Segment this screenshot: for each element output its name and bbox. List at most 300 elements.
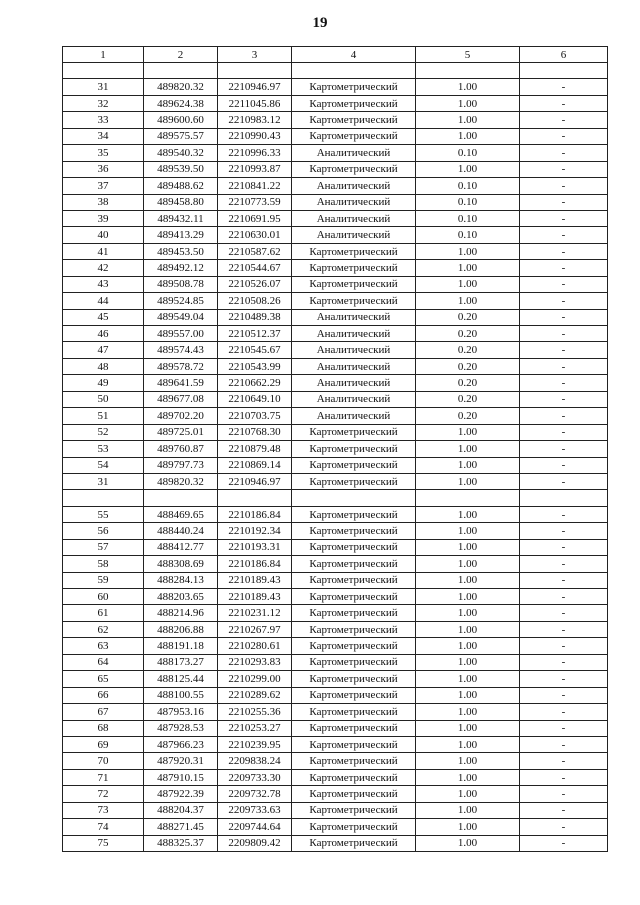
- note-cell: -: [520, 210, 608, 226]
- x-coordinate-cell: [144, 490, 218, 506]
- table-row: [63, 243, 608, 259]
- x-coordinate-cell: 488206.88: [144, 621, 218, 637]
- x-coordinate-cell: 489557.00: [144, 326, 218, 342]
- y-coordinate-cell: 2210526.07: [218, 276, 292, 292]
- accuracy-cell: 1.00: [416, 260, 520, 276]
- accuracy-cell: 1.00: [416, 786, 520, 802]
- accuracy-cell: 0.10: [416, 227, 520, 243]
- table-row: [63, 457, 608, 473]
- method-cell: Аналитический: [292, 342, 416, 358]
- x-coordinate-cell: 488204.37: [144, 802, 218, 818]
- accuracy-cell: 1.00: [416, 687, 520, 703]
- point-number-cell: 38: [63, 194, 144, 210]
- accuracy-cell: 0.20: [416, 326, 520, 342]
- table-body: [63, 63, 608, 852]
- method-cell: Картометрический: [292, 424, 416, 440]
- y-coordinate-cell: 2210691.95: [218, 210, 292, 226]
- y-coordinate-cell: 2209744.64: [218, 819, 292, 835]
- x-coordinate-cell: 489458.80: [144, 194, 218, 210]
- point-number-cell: 74: [63, 819, 144, 835]
- accuracy-cell: 1.00: [416, 835, 520, 851]
- accuracy-cell: 1.00: [416, 819, 520, 835]
- method-cell: Картометрический: [292, 276, 416, 292]
- method-cell: Аналитический: [292, 326, 416, 342]
- y-coordinate-cell: 2209732.78: [218, 786, 292, 802]
- note-cell: -: [520, 358, 608, 374]
- y-coordinate-cell: 2210946.97: [218, 473, 292, 489]
- note-cell: -: [520, 457, 608, 473]
- table-row: [63, 358, 608, 374]
- table-row: [63, 260, 608, 276]
- method-cell: Картометрический: [292, 473, 416, 489]
- point-number-cell: 63: [63, 638, 144, 654]
- accuracy-cell: 1.00: [416, 720, 520, 736]
- y-coordinate-cell: 2210630.01: [218, 227, 292, 243]
- accuracy-cell: 1.00: [416, 753, 520, 769]
- page-number: 19: [312, 15, 328, 31]
- method-cell: Картометрический: [292, 687, 416, 703]
- accuracy-cell: 1.00: [416, 276, 520, 292]
- coordinates-table: [62, 46, 608, 852]
- point-number-cell: 71: [63, 769, 144, 785]
- x-coordinate-cell: 489540.32: [144, 145, 218, 161]
- method-cell: Картометрический: [292, 457, 416, 473]
- y-coordinate-cell: 2210768.30: [218, 424, 292, 440]
- table-row: [63, 79, 608, 95]
- method-cell: Картометрический: [292, 506, 416, 522]
- y-coordinate-cell: 2209733.30: [218, 769, 292, 785]
- y-coordinate-cell: 2210186.84: [218, 506, 292, 522]
- note-cell: -: [520, 112, 608, 128]
- table-row: [63, 490, 608, 506]
- note-cell: -: [520, 753, 608, 769]
- x-coordinate-cell: 489702.20: [144, 408, 218, 424]
- table-row: [63, 539, 608, 555]
- point-number-cell: 34: [63, 128, 144, 144]
- table-row: [63, 638, 608, 654]
- accuracy-cell: 1.00: [416, 638, 520, 654]
- point-number-cell: 75: [63, 835, 144, 851]
- table-row: [63, 720, 608, 736]
- note-cell: -: [520, 161, 608, 177]
- point-number-cell: 62: [63, 621, 144, 637]
- method-cell: Картометрический: [292, 79, 416, 95]
- table-row: [63, 161, 608, 177]
- point-number-cell: 35: [63, 145, 144, 161]
- x-coordinate-cell: [144, 63, 218, 79]
- table-row: [63, 210, 608, 226]
- method-cell: Картометрический: [292, 671, 416, 687]
- point-number-cell: 32: [63, 95, 144, 111]
- accuracy-cell: 1.00: [416, 572, 520, 588]
- note-cell: -: [520, 671, 608, 687]
- y-coordinate-cell: 2210990.43: [218, 128, 292, 144]
- accuracy-cell: 1.00: [416, 523, 520, 539]
- x-coordinate-cell: 489600.60: [144, 112, 218, 128]
- point-number-cell: 31: [63, 79, 144, 95]
- accuracy-cell: 1.00: [416, 79, 520, 95]
- table-row: [63, 523, 608, 539]
- note-cell: -: [520, 704, 608, 720]
- table-row: [63, 145, 608, 161]
- note-cell: -: [520, 128, 608, 144]
- x-coordinate-cell: 488203.65: [144, 589, 218, 605]
- note-cell: -: [520, 687, 608, 703]
- note-cell: -: [520, 786, 608, 802]
- method-cell: Картометрический: [292, 786, 416, 802]
- note-cell: -: [520, 736, 608, 752]
- x-coordinate-cell: 489488.62: [144, 178, 218, 194]
- note-cell: -: [520, 769, 608, 785]
- y-coordinate-cell: 2209733.63: [218, 802, 292, 818]
- point-number-cell: 31: [63, 473, 144, 489]
- accuracy-cell: 1.00: [416, 769, 520, 785]
- point-number-cell: 52: [63, 424, 144, 440]
- method-cell: [292, 490, 416, 506]
- method-cell: Картометрический: [292, 753, 416, 769]
- x-coordinate-cell: 489820.32: [144, 79, 218, 95]
- note-cell: -: [520, 375, 608, 391]
- column-header: 1: [63, 47, 144, 63]
- y-coordinate-cell: 2210996.33: [218, 145, 292, 161]
- point-number-cell: 65: [63, 671, 144, 687]
- method-cell: Картометрический: [292, 243, 416, 259]
- accuracy-cell: 0.10: [416, 178, 520, 194]
- accuracy-cell: 1.00: [416, 424, 520, 440]
- table-row: [63, 326, 608, 342]
- column-header: 4: [292, 47, 416, 63]
- x-coordinate-cell: 488412.77: [144, 539, 218, 555]
- method-cell: Картометрический: [292, 819, 416, 835]
- method-cell: Картометрический: [292, 260, 416, 276]
- y-coordinate-cell: 2209838.24: [218, 753, 292, 769]
- accuracy-cell: 1.00: [416, 539, 520, 555]
- note-cell: -: [520, 309, 608, 325]
- method-cell: Картометрический: [292, 835, 416, 851]
- y-coordinate-cell: 2210489.38: [218, 309, 292, 325]
- table-row: [63, 424, 608, 440]
- y-coordinate-cell: 2210289.62: [218, 687, 292, 703]
- y-coordinate-cell: 2210993.87: [218, 161, 292, 177]
- note-cell: -: [520, 556, 608, 572]
- point-number-cell: 61: [63, 605, 144, 621]
- table-row: [63, 391, 608, 407]
- point-number-cell: 41: [63, 243, 144, 259]
- note-cell: -: [520, 424, 608, 440]
- accuracy-cell: 1.00: [416, 671, 520, 687]
- y-coordinate-cell: 2210869.14: [218, 457, 292, 473]
- method-cell: Картометрический: [292, 572, 416, 588]
- method-cell: Картометрический: [292, 802, 416, 818]
- table-row: [63, 293, 608, 309]
- table-row: [63, 589, 608, 605]
- method-cell: Аналитический: [292, 227, 416, 243]
- accuracy-cell: 0.10: [416, 194, 520, 210]
- y-coordinate-cell: 2210545.67: [218, 342, 292, 358]
- accuracy-cell: 1.00: [416, 457, 520, 473]
- point-number-cell: 66: [63, 687, 144, 703]
- table-row: [63, 835, 608, 851]
- note-cell: -: [520, 621, 608, 637]
- accuracy-cell: 1.00: [416, 506, 520, 522]
- note-cell: -: [520, 835, 608, 851]
- accuracy-cell: 1.00: [416, 95, 520, 111]
- method-cell: Картометрический: [292, 589, 416, 605]
- point-number-cell: 36: [63, 161, 144, 177]
- x-coordinate-cell: 489641.59: [144, 375, 218, 391]
- point-number-cell: 73: [63, 802, 144, 818]
- y-coordinate-cell: 2210186.84: [218, 556, 292, 572]
- y-coordinate-cell: 2210189.43: [218, 572, 292, 588]
- table-row: [63, 473, 608, 489]
- method-cell: Аналитический: [292, 210, 416, 226]
- note-cell: -: [520, 802, 608, 818]
- table-row: [63, 309, 608, 325]
- accuracy-cell: 0.10: [416, 145, 520, 161]
- y-coordinate-cell: 2210983.12: [218, 112, 292, 128]
- point-number-cell: 70: [63, 753, 144, 769]
- x-coordinate-cell: 489549.04: [144, 309, 218, 325]
- x-coordinate-cell: 489820.32: [144, 473, 218, 489]
- method-cell: Аналитический: [292, 309, 416, 325]
- x-coordinate-cell: 488469.65: [144, 506, 218, 522]
- note-cell: -: [520, 523, 608, 539]
- x-coordinate-cell: 489413.29: [144, 227, 218, 243]
- accuracy-cell: 0.20: [416, 408, 520, 424]
- method-cell: [292, 63, 416, 79]
- accuracy-cell: 1.00: [416, 704, 520, 720]
- table-row: [63, 506, 608, 522]
- x-coordinate-cell: 489677.08: [144, 391, 218, 407]
- table-row: [63, 753, 608, 769]
- accuracy-cell: 1.00: [416, 243, 520, 259]
- note-cell: -: [520, 473, 608, 489]
- y-coordinate-cell: 2210946.97: [218, 79, 292, 95]
- point-number-cell: 33: [63, 112, 144, 128]
- point-number-cell: 37: [63, 178, 144, 194]
- accuracy-cell: 0.20: [416, 309, 520, 325]
- x-coordinate-cell: 487966.23: [144, 736, 218, 752]
- point-number-cell: 53: [63, 441, 144, 457]
- x-coordinate-cell: 488440.24: [144, 523, 218, 539]
- table-row: [63, 112, 608, 128]
- method-cell: Картометрический: [292, 605, 416, 621]
- y-coordinate-cell: 2210189.43: [218, 589, 292, 605]
- accuracy-cell: 1.00: [416, 802, 520, 818]
- table-row: [63, 128, 608, 144]
- x-coordinate-cell: 488191.18: [144, 638, 218, 654]
- point-number-cell: 72: [63, 786, 144, 802]
- point-number-cell: 49: [63, 375, 144, 391]
- x-coordinate-cell: 489524.85: [144, 293, 218, 309]
- table-row: [63, 227, 608, 243]
- accuracy-cell: 0.20: [416, 375, 520, 391]
- point-number-cell: 59: [63, 572, 144, 588]
- accuracy-cell: 0.20: [416, 342, 520, 358]
- x-coordinate-cell: 487928.53: [144, 720, 218, 736]
- method-cell: Картометрический: [292, 539, 416, 555]
- y-coordinate-cell: 2210253.27: [218, 720, 292, 736]
- note-cell: -: [520, 539, 608, 555]
- method-cell: Картометрический: [292, 720, 416, 736]
- note-cell: -: [520, 605, 608, 621]
- note-cell: [520, 63, 608, 79]
- point-number-cell: 60: [63, 589, 144, 605]
- point-number-cell: 68: [63, 720, 144, 736]
- accuracy-cell: 1.00: [416, 293, 520, 309]
- point-number-cell: 58: [63, 556, 144, 572]
- note-cell: -: [520, 227, 608, 243]
- accuracy-cell: 0.20: [416, 358, 520, 374]
- table-row: [63, 786, 608, 802]
- method-cell: Картометрический: [292, 638, 416, 654]
- note-cell: -: [520, 506, 608, 522]
- y-coordinate-cell: 2210508.26: [218, 293, 292, 309]
- x-coordinate-cell: 488271.45: [144, 819, 218, 835]
- point-number-cell: 46: [63, 326, 144, 342]
- accuracy-cell: 1.00: [416, 621, 520, 637]
- y-coordinate-cell: 2210293.83: [218, 654, 292, 670]
- table-row: [63, 441, 608, 457]
- point-number-cell: 45: [63, 309, 144, 325]
- point-number-cell: 50: [63, 391, 144, 407]
- accuracy-cell: 1.00: [416, 556, 520, 572]
- point-number-cell: 48: [63, 358, 144, 374]
- table-row: [63, 704, 608, 720]
- table-row: [63, 654, 608, 670]
- y-coordinate-cell: 2211045.86: [218, 95, 292, 111]
- table-row: [63, 95, 608, 111]
- note-cell: -: [520, 819, 608, 835]
- note-cell: [520, 490, 608, 506]
- accuracy-cell: 0.20: [416, 391, 520, 407]
- accuracy-cell: [416, 490, 520, 506]
- method-cell: Аналитический: [292, 178, 416, 194]
- x-coordinate-cell: 489492.12: [144, 260, 218, 276]
- point-number-cell: 69: [63, 736, 144, 752]
- x-coordinate-cell: 488173.27: [144, 654, 218, 670]
- x-coordinate-cell: 489760.87: [144, 441, 218, 457]
- y-coordinate-cell: 2209809.42: [218, 835, 292, 851]
- note-cell: -: [520, 178, 608, 194]
- note-cell: -: [520, 293, 608, 309]
- point-number-cell: 56: [63, 523, 144, 539]
- x-coordinate-cell: 489797.73: [144, 457, 218, 473]
- column-header: 3: [218, 47, 292, 63]
- column-header: 6: [520, 47, 608, 63]
- method-cell: Картометрический: [292, 769, 416, 785]
- x-coordinate-cell: 488284.13: [144, 572, 218, 588]
- table-row: [63, 178, 608, 194]
- x-coordinate-cell: 488100.55: [144, 687, 218, 703]
- point-number-cell: 57: [63, 539, 144, 555]
- point-number-cell: [63, 63, 144, 79]
- point-number-cell: 42: [63, 260, 144, 276]
- point-number-cell: 67: [63, 704, 144, 720]
- note-cell: -: [520, 408, 608, 424]
- y-coordinate-cell: 2210649.10: [218, 391, 292, 407]
- table-row: [63, 736, 608, 752]
- accuracy-cell: 1.00: [416, 112, 520, 128]
- method-cell: Аналитический: [292, 194, 416, 210]
- table-row: [63, 671, 608, 687]
- point-number-cell: 44: [63, 293, 144, 309]
- method-cell: Картометрический: [292, 704, 416, 720]
- note-cell: -: [520, 720, 608, 736]
- point-number-cell: 39: [63, 210, 144, 226]
- method-cell: Аналитический: [292, 408, 416, 424]
- accuracy-cell: 1.00: [416, 605, 520, 621]
- note-cell: -: [520, 194, 608, 210]
- note-cell: -: [520, 145, 608, 161]
- x-coordinate-cell: 488214.96: [144, 605, 218, 621]
- point-number-cell: 55: [63, 506, 144, 522]
- y-coordinate-cell: 2210231.12: [218, 605, 292, 621]
- method-cell: Аналитический: [292, 375, 416, 391]
- point-number-cell: 47: [63, 342, 144, 358]
- y-coordinate-cell: 2210512.37: [218, 326, 292, 342]
- method-cell: Картометрический: [292, 736, 416, 752]
- y-coordinate-cell: 2210703.75: [218, 408, 292, 424]
- note-cell: -: [520, 79, 608, 95]
- method-cell: Аналитический: [292, 391, 416, 407]
- x-coordinate-cell: 489624.38: [144, 95, 218, 111]
- y-coordinate-cell: 2210879.48: [218, 441, 292, 457]
- x-coordinate-cell: 487953.16: [144, 704, 218, 720]
- table-row: [63, 375, 608, 391]
- point-number-cell: 40: [63, 227, 144, 243]
- method-cell: Картометрический: [292, 441, 416, 457]
- table-row: [63, 605, 608, 621]
- method-cell: Картометрический: [292, 523, 416, 539]
- method-cell: Аналитический: [292, 145, 416, 161]
- y-coordinate-cell: 2210544.67: [218, 260, 292, 276]
- accuracy-cell: 1.00: [416, 589, 520, 605]
- accuracy-cell: 1.00: [416, 654, 520, 670]
- point-number-cell: 43: [63, 276, 144, 292]
- method-cell: Картометрический: [292, 621, 416, 637]
- method-cell: Картометрический: [292, 128, 416, 144]
- table-row: [63, 556, 608, 572]
- table-row: [63, 572, 608, 588]
- table-row: [63, 621, 608, 637]
- x-coordinate-cell: 487920.31: [144, 753, 218, 769]
- accuracy-cell: 1.00: [416, 128, 520, 144]
- x-coordinate-cell: 488325.37: [144, 835, 218, 851]
- table-row: [63, 63, 608, 79]
- note-cell: -: [520, 589, 608, 605]
- x-coordinate-cell: 488125.44: [144, 671, 218, 687]
- method-cell: Картометрический: [292, 112, 416, 128]
- x-coordinate-cell: 487922.39: [144, 786, 218, 802]
- y-coordinate-cell: 2210841.22: [218, 178, 292, 194]
- y-coordinate-cell: 2210543.99: [218, 358, 292, 374]
- table-row: [63, 276, 608, 292]
- table-row: [63, 819, 608, 835]
- y-coordinate-cell: 2210193.31: [218, 539, 292, 555]
- y-coordinate-cell: 2210662.29: [218, 375, 292, 391]
- x-coordinate-cell: 489508.78: [144, 276, 218, 292]
- x-coordinate-cell: 489725.01: [144, 424, 218, 440]
- accuracy-cell: 1.00: [416, 441, 520, 457]
- note-cell: -: [520, 342, 608, 358]
- column-header: 2: [144, 47, 218, 63]
- y-coordinate-cell: [218, 63, 292, 79]
- note-cell: -: [520, 638, 608, 654]
- table-row: [63, 194, 608, 210]
- x-coordinate-cell: 489432.11: [144, 210, 218, 226]
- accuracy-cell: [416, 63, 520, 79]
